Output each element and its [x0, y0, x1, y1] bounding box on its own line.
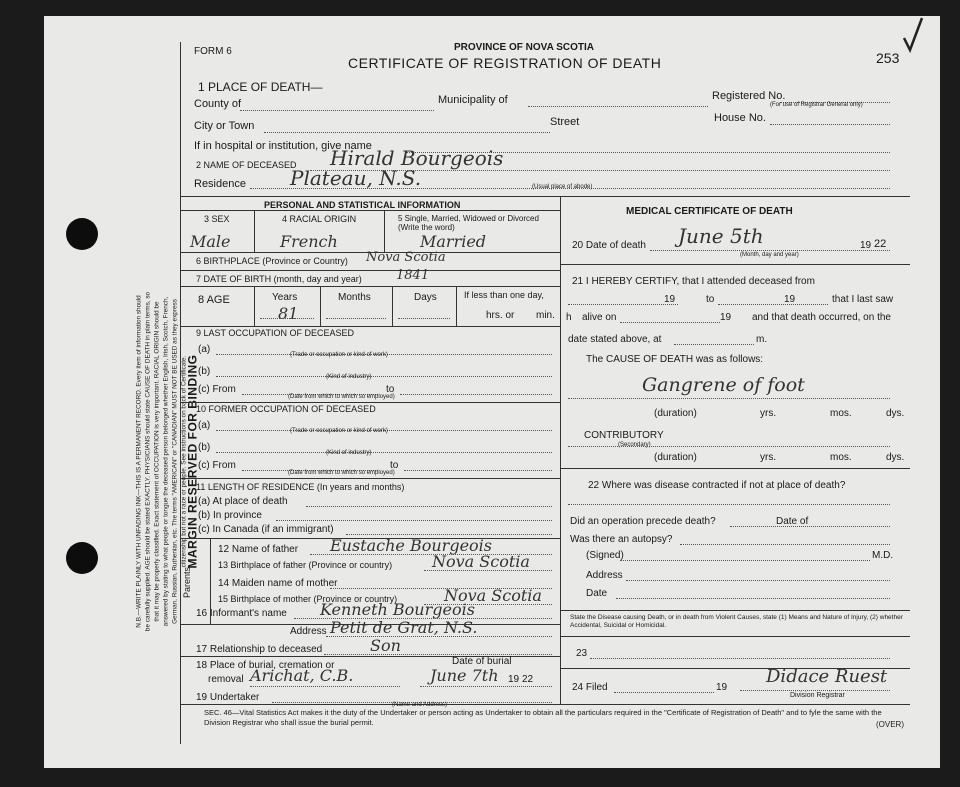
certify-19c: 19	[720, 312, 732, 323]
municipality-label: Municipality of	[438, 94, 508, 106]
contributory-dys: dys.	[886, 452, 905, 463]
min-label: min.	[536, 310, 555, 321]
racial-origin-value: French	[280, 232, 338, 251]
certify-to: to	[706, 294, 715, 305]
dob-label: 7 DATE OF BIRTH (month, day and year)	[196, 274, 362, 284]
death-date-value: June 5th	[678, 224, 764, 248]
informant-address-value: Petit de Grat, N.S.	[330, 618, 478, 637]
dob-rule	[180, 286, 560, 287]
personal-heading-rule	[180, 210, 560, 211]
years-label: Years	[272, 292, 298, 303]
alive-on-line	[620, 322, 720, 323]
province-heading: PROVINCE OF NOVA SCOTIA	[454, 42, 595, 53]
residence-in-province: (b) In province	[198, 510, 262, 521]
former-occ-rule	[180, 478, 560, 479]
burial-date-line	[420, 686, 552, 687]
secondary-note: (Secondary)	[618, 442, 651, 448]
burial-year-value: 22	[522, 674, 534, 685]
md-label: M.D.	[872, 550, 894, 561]
residence-place-line	[306, 506, 552, 507]
former-occ-from: (c) From	[198, 460, 236, 471]
death-date-line	[650, 250, 890, 251]
death-date-note: (Month, day and year)	[740, 252, 799, 258]
last-occ-to: to	[386, 384, 395, 395]
death-year-value: 22	[874, 238, 887, 250]
contributory-label: CONTRIBUTORY	[584, 430, 664, 441]
divider-personal-top	[180, 196, 910, 197]
medical-heading: MEDICAL CERTIFICATE OF DEATH	[626, 206, 793, 217]
filed-label: 24 Filed	[572, 682, 608, 693]
footer-text: SEC. 46—Vital Statistics Act makes it the duty of the Undertaker or person acting as Undertaker to obtain all the particulars required in the "Certificate of Registration of Death" and to fyle the same with the Division Registrar who shall issue the burial permit.	[204, 708, 882, 727]
relationship-line	[324, 654, 552, 655]
division-registrar-label: Division Registrar	[790, 692, 845, 699]
binding-hole-top	[66, 218, 98, 250]
registrar-line	[740, 690, 890, 691]
age-years-value: 81	[278, 304, 299, 323]
certify-text: 21 I HEREBY CERTIFY, that I attended deceased from	[572, 276, 815, 287]
burial-date-value: June 7th	[430, 666, 499, 685]
house-no-line	[770, 124, 890, 125]
last-occ-to-line	[400, 394, 552, 395]
age-divider-3	[392, 286, 393, 326]
item-23-line	[590, 658, 890, 659]
registrar-note: (For use of Registrar General only)	[770, 102, 863, 108]
former-occupation-heading: 10 FORMER OCCUPATION OF DECEASED	[196, 404, 376, 414]
residence-in-canada: (c) In Canada (if an immigrant)	[198, 524, 334, 535]
hospital-label: If in hospital or institution, give name	[194, 140, 372, 152]
burial-date-label: Date of burial	[452, 656, 512, 667]
signature-rule	[560, 610, 910, 611]
certificate-number: 253	[876, 50, 900, 66]
residence-canada-line	[346, 534, 552, 535]
age-label: 8 AGE	[198, 294, 230, 306]
former-occ-a: (a)	[198, 420, 211, 431]
divider-footer	[180, 704, 910, 705]
sex-label: 3 SEX	[204, 214, 230, 224]
sex-divider	[254, 210, 255, 252]
certify-m: m.	[756, 334, 768, 345]
last-occ-dates-note: (Date from which to which so employed)	[288, 394, 395, 400]
margin-notice: N.B.—WRITE PLAINLY WITH UNFADING INK—THIS IS A PERMANENT RECORD. Every item of information should be carefully supplied. AGE should be stated EXACTLY. PHYSICIANS should state CAUSE OF DEATH in plain terms, so that it may be properly classified. Exact statement of OCCUPATION is very important. RACIAL ORIGIN should be answered by stating to what people or tongue the deceased person belonged whether English, Irish, Scotch, French, German, Russian, Ruthenian, etc. The terms "AMERICAN" or "CANADIAN" MUST NOT BE USED as they express citizenship but not a race or people. See instructions on back of Certificate.	[135, 291, 188, 632]
autopsy-line	[680, 544, 890, 545]
father-name-label: 12 Name of father	[218, 544, 299, 555]
burial-removal-label: removal	[208, 674, 244, 685]
burial-year-prefix: 19	[508, 674, 520, 685]
former-occ-to: to	[390, 460, 399, 471]
dob-value: 1841	[396, 268, 430, 283]
filed-year-prefix: 19	[716, 682, 728, 693]
signed-label: (Signed)	[586, 550, 624, 561]
registrar-signature: Didace Ruest	[766, 666, 888, 687]
cause-duration: (duration)	[654, 408, 697, 419]
certify-19a: 19	[664, 294, 676, 305]
last-occ-rule	[180, 402, 560, 403]
certify-range-line	[718, 304, 828, 305]
informant-name-label: 16 Informant's name	[196, 608, 287, 619]
personal-info-heading: PERSONAL AND STATISTICAL INFORMATION	[264, 200, 461, 210]
age-rule	[180, 326, 560, 327]
father-name-value: Eustache Bourgeois	[330, 536, 492, 555]
relationship-label: 17 Relationship to deceased	[196, 644, 323, 655]
deceased-residence: Plateau, N.S.	[290, 166, 422, 190]
sex-value: Male	[190, 232, 231, 251]
contributory-duration: (duration)	[654, 452, 697, 463]
city-label: City or Town	[194, 120, 255, 132]
operation-label: Did an operation precede death?	[570, 516, 716, 527]
deceased-name: Hirald Bourgeois	[330, 146, 504, 170]
burial-place-label: 18 Place of burial, cremation or	[196, 660, 335, 671]
medical-date-line	[616, 598, 890, 599]
medical-date-label: Date	[586, 588, 608, 599]
death-date-label: 20 Date of death	[572, 240, 646, 251]
last-occ-trade-note: (Trade or occupation or kind of work)	[290, 352, 388, 358]
street-label: Street	[550, 116, 580, 128]
form-number: FORM 6	[194, 46, 232, 57]
death-date-rule	[560, 264, 910, 265]
racial-origin-label: 4 RACIAL ORIGIN	[282, 214, 357, 224]
age-divider-4	[456, 286, 457, 326]
former-occ-to-line	[404, 470, 552, 471]
informant-address-line	[326, 636, 552, 637]
mother-birthplace-label: 15 Birthplace of mother (Province or country)	[218, 594, 398, 604]
informant-address-label: Address	[290, 626, 327, 637]
certify-occurred-on: and that death occurred, on the	[752, 312, 891, 323]
cause-line	[568, 398, 890, 399]
marital-label: 5 Single, Married, Widowed or Divorced (Write the word)	[398, 214, 539, 232]
undertaker-note: (Name and Address)	[392, 702, 448, 708]
item-23-label: 23	[576, 648, 588, 659]
contracted-label: 22 Where was disease contracted if not at place of death?	[588, 480, 846, 491]
certify-line	[568, 304, 678, 305]
burial-place-value: Arichat, C.B.	[250, 666, 354, 685]
place-of-death-heading: 1 PLACE OF DEATH—	[198, 80, 323, 94]
date-stated-label: date stated above, at	[568, 334, 662, 345]
birthplace-value: Nova Scotia	[366, 250, 446, 265]
age-months-line	[326, 318, 386, 319]
father-birthplace-value: Nova Scotia	[432, 552, 530, 571]
cause-dys: dys.	[886, 408, 905, 419]
cause-value: Gangrene of foot	[642, 374, 805, 396]
age-divider-1	[254, 286, 255, 326]
father-birthplace-label: 13 Birthplace of father (Province or country)	[218, 560, 393, 570]
contributory-yrs: yrs.	[760, 452, 777, 463]
name-of-deceased-label: 2 NAME OF DECEASED	[196, 160, 297, 170]
registered-no-label: Registered No.	[712, 90, 786, 102]
abode-note: (Usual place of abode)	[532, 184, 593, 190]
death-year-prefix: 19	[860, 240, 872, 251]
last-occ-b-line	[216, 376, 552, 377]
binding-hole-bottom	[66, 542, 98, 574]
cause-label: The CAUSE OF DEATH was as follows:	[586, 354, 764, 365]
county-label: County of	[194, 98, 242, 110]
former-occ-b-line	[216, 452, 552, 453]
former-occ-industry-note: (Kind of industry)	[326, 450, 372, 456]
last-occupation-heading: 9 LAST OCCUPATION OF DECEASED	[196, 328, 355, 338]
cause-yrs: yrs.	[760, 408, 777, 419]
marital-value: Married	[420, 232, 487, 251]
contributory-line	[568, 446, 890, 447]
certificate-title: CERTIFICATE OF REGISTRATION OF DEATH	[348, 55, 662, 71]
father-birthplace-line	[424, 570, 552, 571]
county-line	[240, 110, 434, 111]
informant-name-value: Kenneth Bourgeois	[320, 600, 475, 619]
margin-binding-label: MARGIN RESERVED FOR BINDING	[185, 354, 200, 569]
less-than-day-label: If less than one day,	[464, 290, 544, 300]
form-left-rule	[180, 42, 181, 744]
cause-mos: mos.	[830, 408, 852, 419]
residence-province-line	[276, 520, 552, 521]
autopsy-label: Was there an autopsy?	[570, 534, 673, 545]
last-occ-industry-note: (Kind of industry)	[326, 374, 372, 380]
medical-address-label: Address	[586, 570, 623, 581]
hrs-label: hrs. or	[486, 310, 515, 321]
date-stated-line	[674, 344, 754, 345]
months-label: Months	[338, 292, 371, 303]
days-label: Days	[414, 292, 437, 303]
birthplace-rule	[180, 270, 560, 271]
contracted-line	[568, 504, 890, 505]
city-line	[264, 132, 550, 133]
municipality-line	[528, 106, 708, 107]
former-occ-trade-note: (Trade or occupation or kind of work)	[290, 428, 388, 434]
death-certificate-form	[180, 42, 916, 744]
last-occ-from: (c) From	[198, 384, 236, 395]
residence-label: Residence	[194, 178, 246, 190]
undertaker-label: 19 Undertaker	[196, 692, 260, 703]
racial-divider	[384, 210, 385, 252]
violent-note-rule	[560, 636, 910, 637]
check-mark-icon	[902, 16, 926, 56]
certify-h: h	[566, 312, 572, 323]
mother-name-label: 14 Maiden name of mother	[218, 578, 338, 589]
cause-rule	[560, 468, 910, 469]
violent-causes-note: State the Disease causing Death, or in death from Violent Causes, state (1) Means and Nature of Injury, (2) whether Accidental, Suicidal or Homicidal.	[570, 614, 903, 629]
residence-place-of-death: (a) At place of death	[198, 496, 288, 507]
relationship-value: Son	[370, 636, 401, 655]
former-occ-b: (b)	[198, 442, 211, 453]
parents-label: Parents	[182, 566, 192, 598]
contributory-mos: mos.	[830, 452, 852, 463]
medical-address-line	[626, 580, 890, 581]
last-occ-a: (a)	[198, 344, 211, 355]
certify-last-saw: that I last saw	[832, 294, 894, 305]
burial-place-line	[250, 686, 400, 687]
column-divider	[560, 196, 561, 704]
age-years-line	[260, 318, 314, 319]
age-divider-2	[320, 286, 321, 326]
house-no-label: House No.	[714, 112, 766, 124]
filed-line	[614, 692, 714, 693]
operation-line	[730, 526, 890, 527]
mother-birthplace-value: Nova Scotia	[444, 586, 542, 605]
over-label: (OVER)	[876, 720, 904, 729]
former-occ-dates-note: (Date from which to which so employed)	[288, 470, 395, 476]
last-occ-b: (b)	[198, 366, 211, 377]
operation-date-label: Date of	[776, 516, 809, 527]
age-days-line	[398, 318, 450, 319]
signed-line	[620, 560, 870, 561]
birthplace-label: 6 BIRTHPLACE (Province or Country)	[196, 256, 348, 266]
certify-19b: 19	[784, 294, 796, 305]
certify-alive-on: alive on	[582, 312, 617, 323]
length-residence-heading: 11 LENGTH OF RESIDENCE (In years and months)	[196, 482, 405, 492]
